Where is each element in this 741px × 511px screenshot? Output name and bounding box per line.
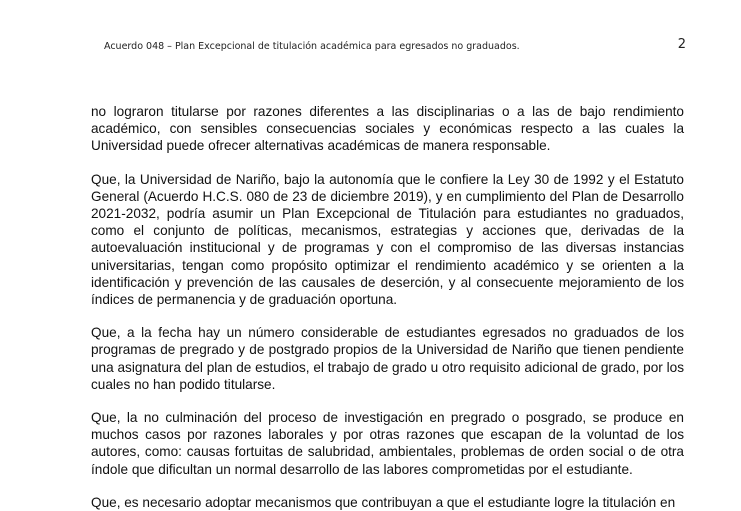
page-header — [104, 37, 686, 57]
paragraph-1: no lograron titularse por razones diferentes a las disciplinarias o a las de bajo rendimiento académico, con sensibles consecuencias sociales y económicas respecto a las cuales la Universidad puede ofrecer alternativas académicas de manera responsable. — [91, 104, 684, 154]
page-number: 2 — [677, 37, 686, 52]
paragraph-3: Que, a la fecha hay un número considerable de estudiantes egresados no graduados de los programas de pregrado y de postgrado propios de la Universidad de Nariño que tienen pendiente una asignatura del plan de estudios, el trabajo de grado u otro requisito adicional de grado, por los cuales no han podido titularse. — [91, 325, 684, 392]
document-body — [91, 103, 684, 511]
paragraph-4: Que, la no culminación del proceso de investigación en pregrado o posgrado, se produce en muchos casos por razones laborales y por otras razones que escapan de la voluntad de los autores, como: causas fortuitas de salubridad, ambientales, problemas de orden social o de otra índole que dificultan un normal desarrollo de las labores comprometidas por el estudiante. — [91, 410, 684, 477]
paragraph-5: Que, es necesario adoptar mecanismos que contribuyan a que el estudiante logre la titulación en — [91, 494, 676, 510]
document-title: Acuerdo 048 – Plan Excepcional de titulación académica para egresados no graduados. — [104, 41, 520, 52]
paragraph-2: Que, la Universidad de Nariño, bajo la autonomía que le confiere la Ley 30 de 1992 y el Estatuto General (Acuerdo H.C.S. 080 de 23 de diciembre 2019), y en cumplimiento del Plan de Desarrollo 2021-2032, podría asumir un Plan Excepcional de Titulación para estudiantes no graduados, como el conjunto de políticas, mecanismos, estrategias y acciones que, derivadas de la autoevaluación institucional y de programas y con el compromiso de las diversas instancias universitarias, tengan como propósito optimizar el rendimiento académico y se orienten a la identificación y prevención de las causales de deserción, y al consecuente mejoramiento de los índices de permanencia y de graduación oportuna. — [91, 171, 684, 308]
